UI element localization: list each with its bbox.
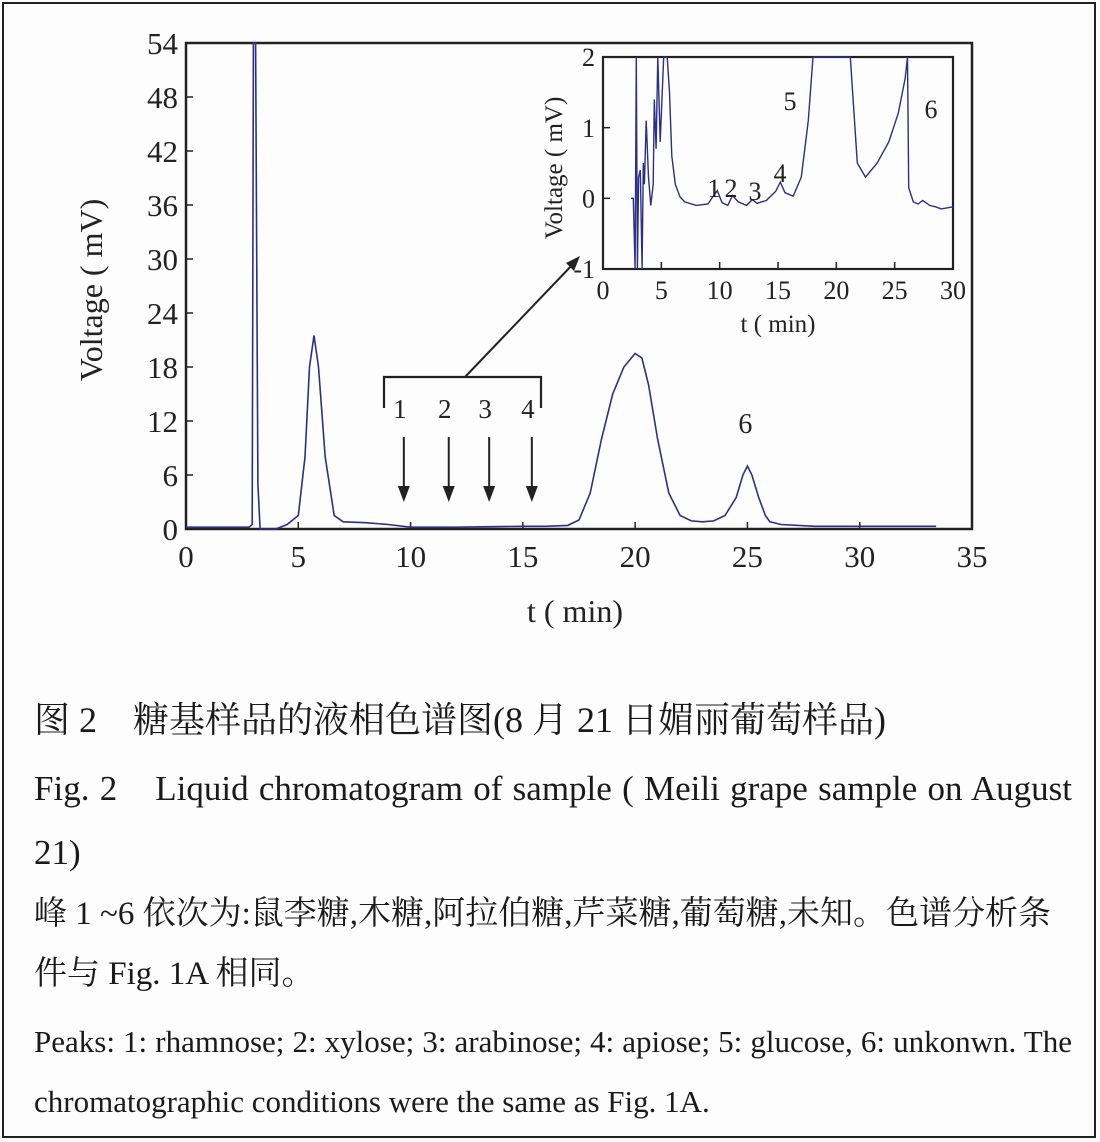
peak-label: 6: [738, 409, 753, 440]
inset-peak-label: 1: [707, 174, 721, 203]
peak-arrow-head: [526, 486, 538, 502]
figure-caption-english: Fig. 2 Liquid chromatogram of sample ( Meili grape sample on August 21): [34, 769, 1072, 872]
peak-arrow-head: [443, 486, 455, 502]
peak-arrow-head: [483, 486, 495, 502]
inset-peak-label: 6: [924, 95, 938, 124]
main-y-tick-label: 24: [147, 295, 178, 331]
main-y-tick-label: 30: [147, 241, 178, 277]
main-x-tick-label: 35: [956, 539, 988, 574]
inset-x-tick-label: 10: [706, 276, 733, 305]
inset-x-tick-label: 30: [940, 276, 966, 305]
inset-peak-label: 4: [773, 159, 787, 188]
peak-arrow-head: [398, 486, 410, 502]
main-y-tick-label: 54: [147, 25, 178, 61]
inset-x-tick-label: 25: [881, 276, 908, 305]
main-y-tick-label: 36: [147, 187, 178, 223]
peak-label: 1: [393, 394, 407, 424]
main-y-tick-label: 12: [147, 403, 178, 439]
inset-y-tick-label: 0: [582, 184, 595, 214]
inset-x-tick-label: 0: [596, 276, 610, 305]
peak-label: 3: [478, 394, 492, 424]
inset-peak-label: 3: [748, 177, 762, 206]
inset-x-tick-label: 20: [823, 276, 850, 305]
inset-y-axis-label: Voltage ( mV): [541, 96, 568, 240]
inset-x-axis-label: t ( min): [740, 311, 816, 338]
main-x-tick-label: 20: [619, 539, 651, 574]
inset-peak-label: 2: [724, 174, 738, 203]
main-y-tick-label: 48: [147, 79, 178, 115]
peak-label: 2: [437, 394, 452, 424]
main-y-tick-label: 6: [162, 457, 178, 493]
main-annotations: [393, 394, 752, 502]
inset-y-tick-label: -1: [573, 255, 595, 285]
main-x-tick-label: 0: [178, 539, 194, 574]
inset-peak-label: 5: [783, 87, 797, 116]
figure-note-english: Peaks: 1: rhamnose; 2: xylose; 3: arabinose; 4: apiose; 5: glucose, 6: unkonwn. The chromatographic conditions were the same as Fig. 1A.: [34, 1024, 1072, 1119]
inset-plot: [541, 43, 966, 338]
inset-x-tick-label: 5: [654, 276, 668, 305]
main-x-tick-label: 30: [844, 539, 876, 574]
main-y-tick-label: 0: [162, 511, 178, 547]
inset-x-tick-label: 15: [765, 276, 791, 305]
main-x-axis-label: t ( min): [527, 593, 623, 629]
inset-callout-bracket: [384, 256, 580, 408]
main-y-tick-label: 18: [147, 349, 178, 385]
main-y-tick-label: 42: [147, 133, 178, 169]
main-x-tick-label: 10: [395, 539, 427, 574]
figure-note-chinese: 峰 1 ~6 依次为:鼠李糖,木糖,阿拉伯糖,芹菜糖,葡萄糖,未知。色谱分析条件与 Fig. 1A 相同。: [34, 896, 1052, 992]
main-x-tick-label: 5: [290, 539, 307, 574]
inset-y-tick-label: 2: [582, 43, 595, 73]
main-x-tick-label: 15: [507, 539, 539, 574]
peak-label: 4: [521, 394, 535, 424]
main-y-axis-label: Voltage ( mV): [73, 198, 109, 382]
figure-caption-chinese: 图 2 糖基样品的液相色谱图(8 月 21 日媚丽葡萄样品): [34, 700, 886, 740]
main-x-tick-label: 25: [731, 539, 763, 574]
inset-y-tick-label: 1: [582, 113, 595, 143]
